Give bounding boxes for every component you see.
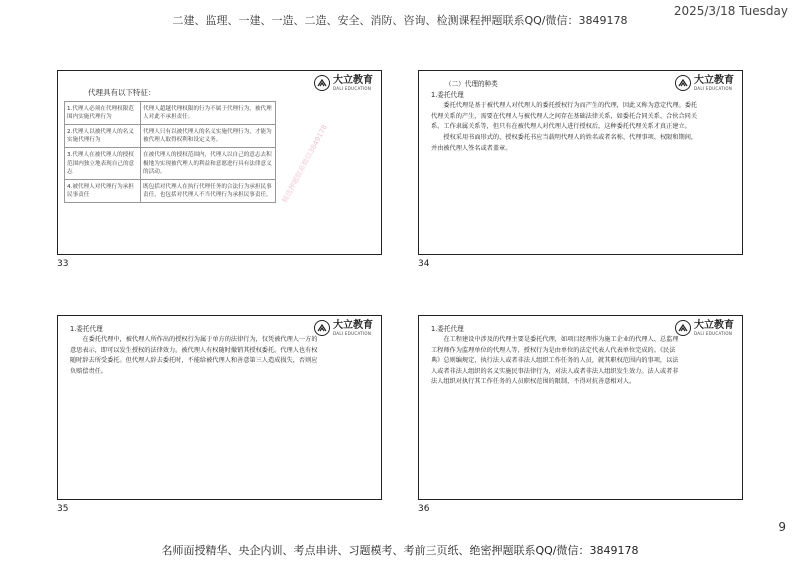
table-cell: 4.被代理人对代理行为承担民事责任 xyxy=(65,179,141,202)
table-row xyxy=(65,102,276,125)
paragraph: 授权采用书面形式的，授权委托书应当载明代理人的姓名或者名称、代理事项、权限和期间，并由被代理人签名或者盖章。 xyxy=(431,134,698,152)
paragraph: 在工程建设中涉及的代理主要是委托代理，如项目经理作为施工企业的代理人、总监理工程师作为监理单位的代理人等，授权行为是由单位的法定代表人代表单位完成的。《民法典》总则编规定，执行法人或者非法人组织工作任务的人员，就其职权范围内的事项，以法人或者非法人组织的名义实施民事法律行为，对法人或者非法人组织发生效力。法人或者非法人组织对执行其工作任务的人员职权范围的限制，不得对抗善意相对人。 xyxy=(431,336,679,386)
table-row xyxy=(65,179,276,202)
logo-name: 大立教育 xyxy=(694,74,734,86)
logo-subtitle: DALI EDUCATION xyxy=(333,85,372,91)
date-stamp: 2025/3/18 Tuesday xyxy=(673,4,788,18)
sub-heading: 1.委托代理 xyxy=(431,325,464,333)
watermark: 精选押题联系微信3849178 xyxy=(280,123,329,205)
logo-subtitle: DALI EDUCATION xyxy=(694,330,733,336)
table-cell: 3.代理人在被代理人的授权范围内独立地表现自己的意志 xyxy=(65,148,141,179)
paragraph: 在委托代理中，被代理人所作出的授权行为属于单方的法律行为，仅凭被代理人一方的意思表示，即可以发生授权的法律效力。被代理人有权随时撤销其授权委托。代理人也有权随时辞去所受委托。但代理人辞去委托时，不能给被代理人和善意第三人造成损失，否则应负赔偿责任。 xyxy=(70,336,318,375)
logo-subtitle: DALI EDUCATION xyxy=(694,85,733,91)
logo xyxy=(675,320,734,336)
slide-body xyxy=(431,324,683,388)
logo xyxy=(314,320,373,336)
slide-35 xyxy=(57,315,382,500)
page-header: 二建、监理、一建、一造、二造、安全、消防、咨询、检测课程押题联系QQ/微信：3849178 xyxy=(172,14,628,27)
slide-number: 36 xyxy=(418,504,430,514)
logo-name: 大立教育 xyxy=(333,319,373,331)
section-heading: （二）代理的种类 xyxy=(445,80,498,88)
slide-number: 33 xyxy=(57,259,69,269)
feature-table xyxy=(64,101,276,203)
slide-36 xyxy=(418,315,743,500)
table-cell: 代理人只有以被代理人的名义实施代理行为，才能为被代理人取得权利和设定义务。 xyxy=(141,125,276,148)
page-number: 9 xyxy=(778,520,786,534)
table-cell: 既包括对代理人在执行代理任务的合法行为承担民事责任，也包括对代理人不当代理行为承担民事责任。 xyxy=(141,179,276,202)
slide-title: 代理具有以下特征： xyxy=(88,88,156,97)
slide-34 xyxy=(418,70,743,255)
page-footer: 名师面授精华、央企内训、考点串讲、习题模考、考前三页纸、绝密押题联系QQ/微信：3849178 xyxy=(161,544,639,557)
logo xyxy=(314,75,373,91)
table-cell: 2.代理人以被代理人的名义实施代理行为 xyxy=(65,125,141,148)
logo-subtitle: DALI EDUCATION xyxy=(333,330,372,336)
slide-body xyxy=(431,79,699,154)
logo-icon xyxy=(314,75,330,91)
table-cell: 代理人超越代理权限的行为不属于代理行为，被代理人对此不承担责任。 xyxy=(141,102,276,125)
slide-number: 35 xyxy=(57,504,69,514)
table-cell: 1.代理人必须在代理权限范围内实施代理行为 xyxy=(65,102,141,125)
sub-heading: 1.委托代理 xyxy=(70,325,103,333)
slide-number: 34 xyxy=(418,259,430,269)
sub-heading: 1.委托代理 xyxy=(431,91,464,100)
table-row xyxy=(65,148,276,179)
slide-33 xyxy=(57,70,382,255)
logo-name: 大立教育 xyxy=(333,74,373,86)
logo-name: 大立教育 xyxy=(694,319,734,331)
table-cell: 在被代理人的授权范围内，代理人以自己的意志去积极地为实现被代理人的利益和意愿进行具有法律意义的活动。 xyxy=(141,148,276,179)
slide-body xyxy=(70,324,322,377)
paragraph: 委托代理是基于被代理人对代理人的委托授权行为而产生的代理，因此又称为意定代理。委托代理关系的产生，需要在代理人与被代理人之间存在基础法律关系，如委托合同关系、合伙合同关系、工作隶属关系等，但只有在被代理人对代理人进行授权后，这种委托代理关系才真正建立。 xyxy=(431,102,698,131)
table-row xyxy=(65,125,276,148)
